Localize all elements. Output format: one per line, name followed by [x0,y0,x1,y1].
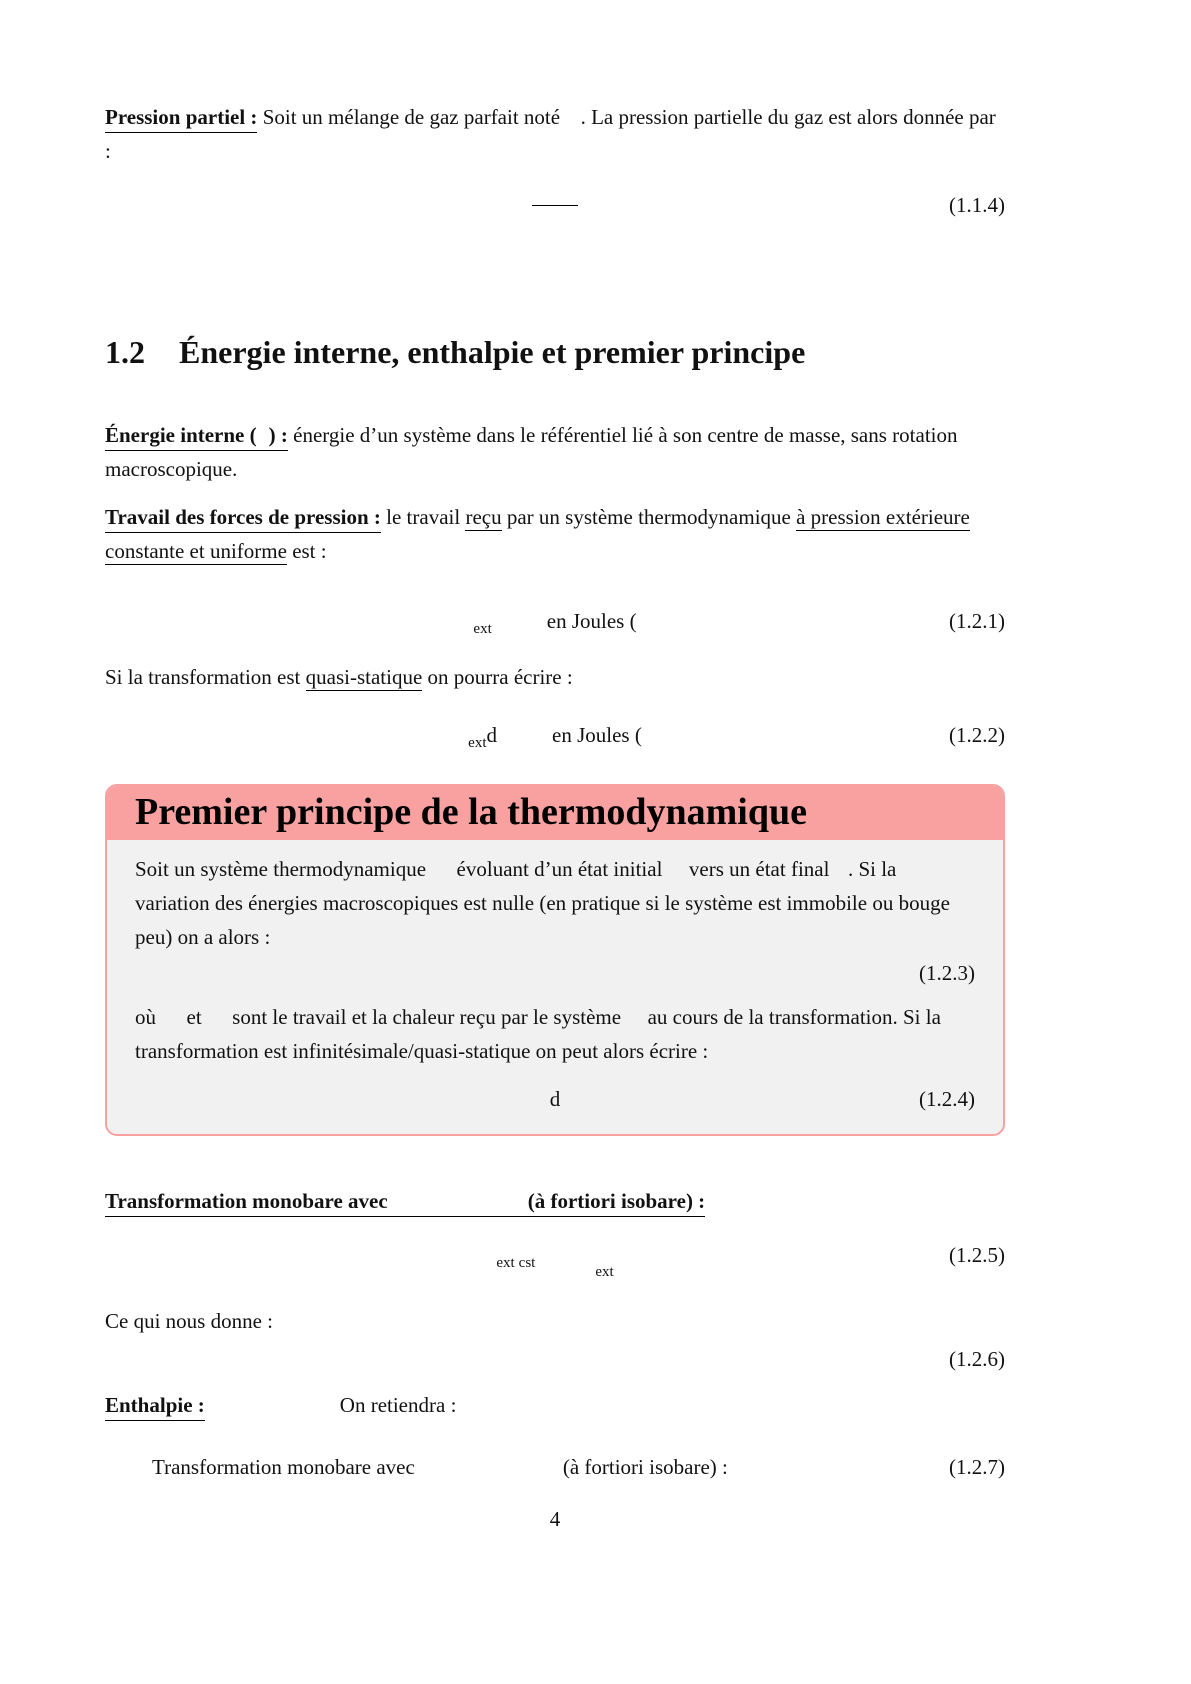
differential-d: d [549,1087,561,1111]
section-title: Énergie interne, enthalpie et premier principe [179,334,806,370]
term-pression-partiel: Pression partiel : [105,105,257,133]
term-transformation-monobare [105,1189,705,1217]
paragraph-enthalpie [105,1388,1005,1422]
box-title: Premier principe de la thermodynamique [135,791,807,833]
underlined-text: quasi-statique [305,665,423,689]
section-number: 1.2 [105,334,145,370]
equation-1-2-6 [105,1342,1005,1376]
math-gap [492,627,547,628]
equation-1-2-7 [105,1450,1005,1484]
text-run: où [135,1005,162,1029]
equation-text: en Joules ( [552,723,642,747]
subscript-ext: ext [473,621,492,637]
equation-body [532,193,578,217]
equation-tag-1-2-5: (1.2.5) [949,1243,1005,1267]
term-travail-pression: Travail des forces de pression : [105,505,381,533]
text-run: au cours de la transformation. Si la transformation est infinitésimale/quasi-statique on peut alors écrire : [135,1005,941,1063]
math-gap [565,123,575,124]
math-gap [257,441,269,442]
text-run: énergie d’un système dans le référentiel lié à son centre de masse, sans rotation macroscopique. [105,423,958,481]
equation-tag-1-2-3: (1.2.3) [919,961,975,985]
text-run: est : [286,539,327,563]
fraction-bar [532,205,578,206]
paragraph-travail-pression [105,500,1005,568]
underlined-text: reçu [465,505,502,529]
box-paragraph-2 [135,1000,975,1068]
text-run: Si la transformation est [105,665,306,689]
text-run: . Si la variation des énergies macroscopiques est nulle (en pratique si le système est immobile ou bouge peu) on a alors : [135,857,950,949]
math-gap [626,1023,642,1024]
text-run: On retiendra : [339,1393,457,1417]
math-gap [497,741,552,742]
equation-1-2-5 [105,1238,1005,1280]
text-run: et [181,1005,207,1029]
paragraph-ce-qui-nous-donne [105,1304,1005,1338]
paragraph-energie-interne [105,418,1005,486]
term-text: Transformation monobare avec [105,1189,388,1213]
paragraph-pression-partiel [105,100,1005,168]
paragraph-transformation-monobare [105,1184,1005,1218]
subscript-cst: cst [518,1255,536,1271]
equation-1-2-3 [135,956,975,990]
text-run: par un système thermodynamique [501,505,797,529]
math-gap [668,875,684,876]
paragraph-quasi-statique [105,660,1005,694]
math-gap [161,1023,181,1024]
underlined-text: à pression extérieure constante et uniforme [105,505,970,563]
math-gap [205,1411,340,1412]
term-energie-interne [105,423,288,451]
equation-tag-1-2-2: (1.2.2) [949,723,1005,747]
math-gap [431,875,451,876]
equation-body [496,1243,614,1280]
term-text-open: Énergie interne ( [105,423,257,447]
equation-body [152,1455,728,1479]
equation-1-2-2 [105,718,1005,752]
math-gap [207,1023,227,1024]
text-run: Transformation monobare avec [152,1455,415,1479]
equation-tag-1-2-1: (1.2.1) [949,609,1005,633]
text-run: évoluant d’un état initial [451,857,668,881]
math-gap [388,1207,528,1208]
equation-body [468,723,642,751]
subscript-ext: ext [468,735,487,751]
equation-tag-1-1-4: (1.1.4) [949,193,1005,217]
equation-1-1-4 [105,188,1005,222]
premier-principe-box [105,784,1005,1136]
math-gap [835,875,843,876]
page-content [105,100,1005,1536]
page-number: 4 [549,1507,561,1531]
text-run: Ce qui nous donne : [105,1309,273,1333]
text-run: on pourra écrire : [422,665,573,689]
term-text: (à fortiori isobare) : [527,1189,706,1213]
equation-1-2-1 [105,604,1005,638]
text-run: . La pression partielle du gaz est alors donnée par : [105,105,996,163]
equation-body [473,609,637,637]
box-body [107,840,1003,1134]
equation-body [550,1087,561,1111]
equation-tag-1-2-7: (1.2.7) [949,1455,1005,1479]
text-run: (à fortiori isobare) : [562,1455,728,1479]
subscript-ext: ext [496,1255,515,1271]
text-run: le travail [380,505,466,529]
text-run: Soit un système thermodynamique [135,857,432,881]
box-header [107,786,1003,840]
equation-1-2-4 [135,1082,975,1116]
differential-d: d [486,723,497,747]
term-text-close: ) : [268,423,288,447]
equation-tag-1-2-4: (1.2.4) [919,1087,975,1111]
term-enthalpie: Enthalpie : [105,1393,205,1421]
equation-text: en Joules ( [546,609,637,633]
equation-tag-1-2-6: (1.2.6) [949,1347,1005,1371]
text-run: sont le travail et la chaleur reçu par le système [226,1005,627,1029]
subscript-ext: ext [595,1264,614,1280]
box-paragraph-1 [135,852,975,954]
page-footer [105,1502,1005,1536]
math-gap [535,1261,595,1262]
section-heading-1-2 [105,330,1005,374]
math-gap [415,1473,563,1474]
text-run: Soit un mélange de gaz parfait noté [257,105,566,129]
text-run: vers un état final [683,857,835,881]
